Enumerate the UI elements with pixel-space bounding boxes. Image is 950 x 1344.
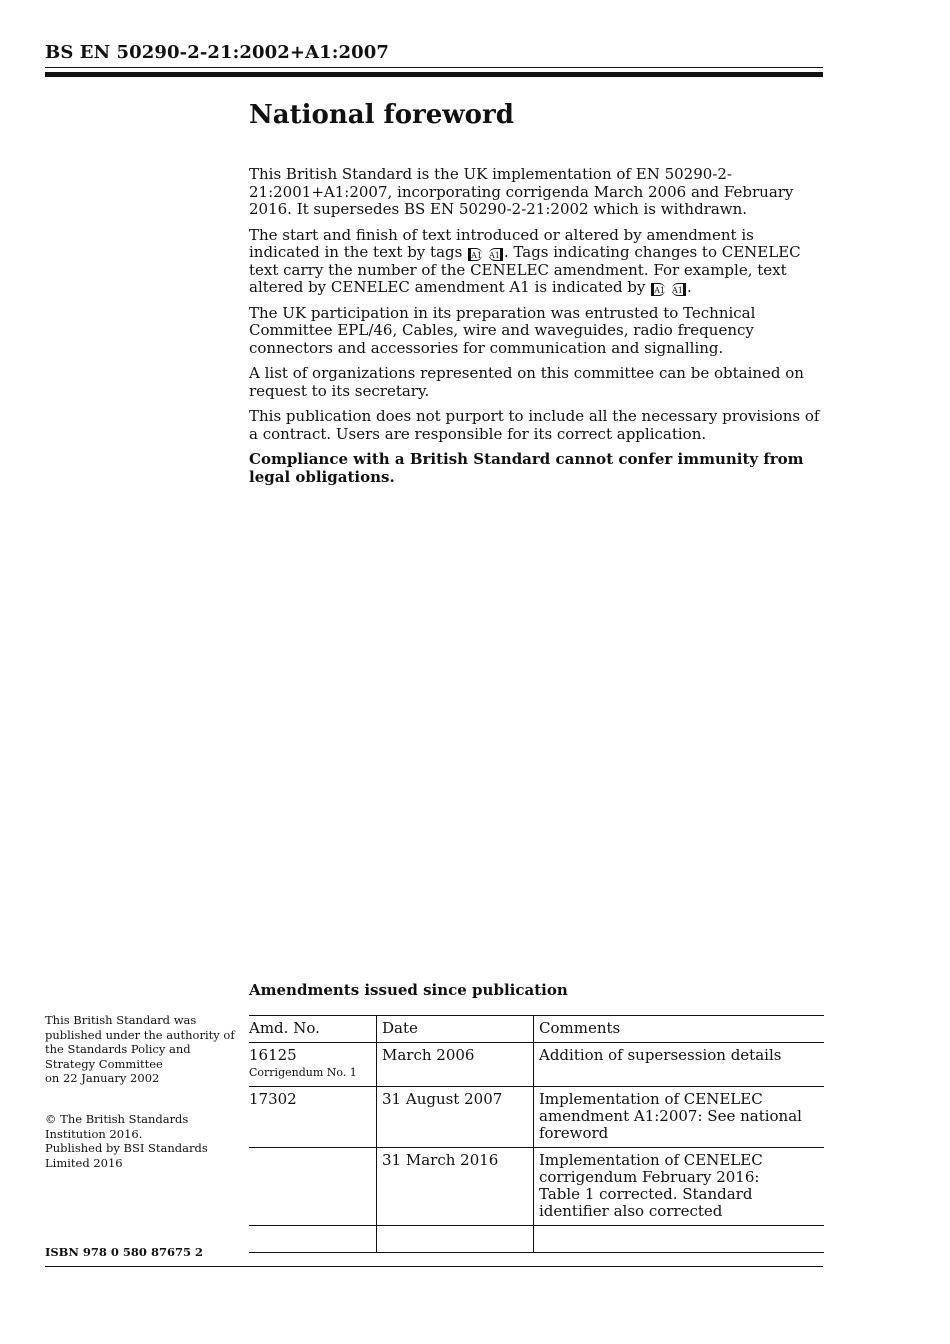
date-cell: March 2006 bbox=[377, 1043, 534, 1087]
amendment-start-tag-icon bbox=[651, 283, 665, 296]
authority-date: on 22 January 2002 bbox=[45, 1071, 160, 1085]
date-cell: 31 March 2016 bbox=[377, 1148, 534, 1226]
table-row-empty bbox=[249, 1226, 824, 1253]
comments-cell bbox=[534, 1148, 825, 1226]
footer-rule bbox=[45, 1266, 823, 1267]
amendment-start-tag-icon bbox=[468, 248, 482, 261]
foreword-body bbox=[249, 166, 824, 494]
tags-text-b: . Tags indicating changes to CENELEC text carry the number of the CENELEC amendment. For example, text altered by CENELEC amendment A1 is indicated by bbox=[249, 243, 801, 296]
date-cell: 31 August 2007 bbox=[377, 1087, 534, 1148]
comments-line: Implementation of CENELEC corrigendum February 2016: bbox=[539, 1151, 763, 1186]
comments-cell: Implementation of CENELEC amendment A1:2007: See national foreword bbox=[534, 1087, 825, 1148]
tag-label: A1 bbox=[471, 251, 483, 260]
tag-label: A1 bbox=[672, 286, 683, 295]
isbn: ISBN 978 0 580 87675 2 bbox=[45, 1245, 203, 1259]
copyright-text: © The British Standards Institution 2016. bbox=[45, 1112, 189, 1141]
publication-authority-note bbox=[45, 1013, 235, 1086]
amendments-table bbox=[249, 1015, 824, 1253]
empty-cell bbox=[249, 1226, 377, 1253]
foreword-paragraph-compliance: Compliance with a British Standard cannot confer immunity from legal obligations. bbox=[249, 450, 804, 486]
amd-sub-label: Corrigendum No. 1 bbox=[249, 1066, 357, 1079]
table-row bbox=[249, 1043, 824, 1087]
amd-no-cell: 17302 bbox=[249, 1087, 377, 1148]
header-rule-thick bbox=[45, 72, 823, 77]
empty-cell bbox=[534, 1226, 825, 1253]
column-header-date: Date bbox=[377, 1016, 534, 1043]
table-row bbox=[249, 1087, 824, 1148]
table-header-row bbox=[249, 1016, 824, 1043]
amd-no-cell bbox=[249, 1148, 377, 1226]
header-rule-thin bbox=[45, 67, 823, 68]
amendment-end-tag-icon bbox=[489, 248, 503, 261]
foreword-paragraph-implementation: This British Standard is the UK implementation of EN 50290-2-21:2001+A1:2007, incorporating corrigenda March 2006 and February 2016. It supersedes BS EN 50290-2-21:2002 which is withdrawn. bbox=[249, 165, 794, 218]
tags-text-a: The start and finish of text introduced or altered by amendment is indicated in the text by tags bbox=[249, 225, 754, 261]
foreword-paragraph-committee: The UK participation in its preparation was entrusted to Technical Committee EPL/46, Cables, wire and waveguides, radio frequency connectors and accessories for communication and signalling. bbox=[249, 303, 756, 357]
column-header-amd-no: Amd. No. bbox=[249, 1016, 377, 1043]
tags-text-c: . bbox=[686, 278, 692, 296]
document-identifier: BS EN 50290-2-21:2002+A1:2007 bbox=[45, 42, 390, 63]
comments-line: Table 1 corrected. Standard identifier also corrected bbox=[539, 1185, 753, 1220]
publisher-text: Published by BSI Standards Limited 2016 bbox=[45, 1141, 208, 1170]
foreword-paragraph-tags bbox=[249, 227, 824, 297]
table-row bbox=[249, 1148, 824, 1226]
foreword-paragraph-provisions: This publication does not purport to include all the necessary provisions of a contract. Users are responsible for its correct application. bbox=[249, 407, 820, 443]
comments-cell: Addition of supersession details bbox=[534, 1043, 825, 1087]
authority-text: This British Standard was published under the authority of the Standards Policy and Strategy Committee bbox=[45, 1013, 235, 1071]
column-header-comments: Comments bbox=[534, 1016, 825, 1043]
amendments-heading: Amendments issued since publication bbox=[249, 981, 568, 999]
tag-label: A1 bbox=[488, 251, 500, 260]
page-title: National foreword bbox=[249, 100, 514, 130]
copyright-note bbox=[45, 1112, 235, 1170]
amd-no-cell bbox=[249, 1043, 377, 1087]
amendment-end-tag-icon bbox=[672, 283, 686, 296]
empty-cell bbox=[377, 1226, 534, 1253]
amd-no: 16125 bbox=[249, 1046, 297, 1064]
foreword-paragraph-organizations: A list of organizations represented on this committee can be obtained on request to its secretary. bbox=[249, 364, 804, 400]
tag-label: A1 bbox=[654, 286, 666, 295]
